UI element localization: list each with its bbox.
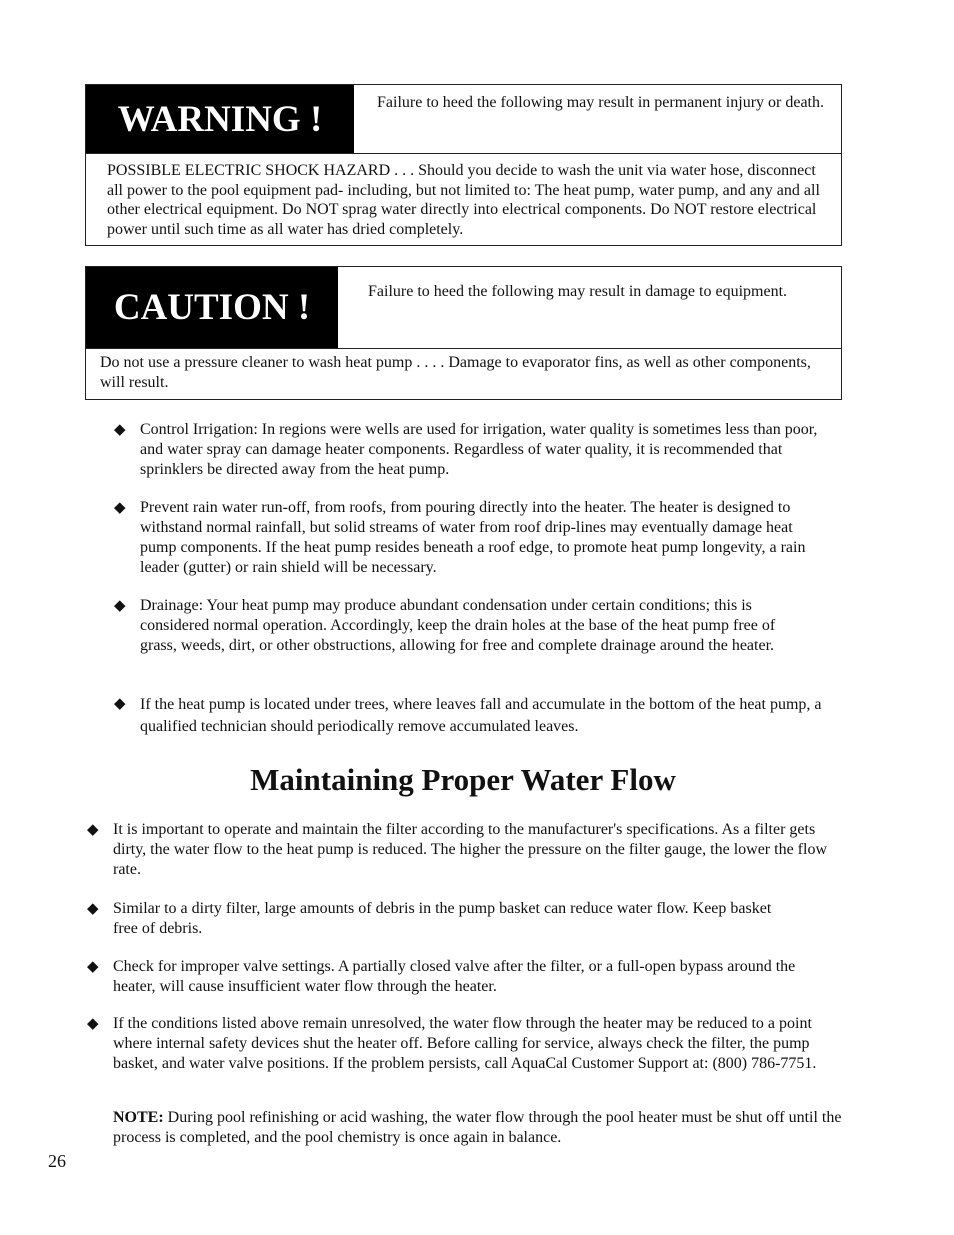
diamond-bullet-icon: ◆ bbox=[87, 959, 99, 975]
warning-body: POSSIBLE ELECTRIC SHOCK HAZARD . . . Should you decide to wash the unit via water hose, disconnect all power to the pool equipment pad- including, but not limited to: The heat pump, water pump, and any and all other electrical equipment. Do NOT sprag water directly into electrical components. Do NOT restore electrical power until such time as all water has dried completely. bbox=[107, 162, 820, 238]
note-text: During pool refinishing or acid washing, the water flow through the pool heater must be shut off until the process is completed, and the pool chemistry is once again in balance. bbox=[113, 1109, 842, 1146]
list-item-text: If the heat pump is located under trees, where leaves fall and accumulate in the bottom of the heat pump, a qualified technician should periodically remove accumulated leaves. bbox=[140, 696, 822, 735]
diamond-bullet-icon: ◆ bbox=[114, 598, 126, 614]
section-title: Maintaining Proper Water Flow bbox=[250, 762, 676, 797]
diamond-bullet-icon: ◆ bbox=[114, 422, 126, 438]
list-item-text: It is important to operate and maintain the filter according to the manufacturer's specifications. As a filter gets dirty, the water flow to the heat pump is reduced. The higher the pressure on the filter gauge, the lower the flow rate. bbox=[113, 821, 827, 878]
note-paragraph bbox=[113, 1108, 843, 1148]
page-number: 26 bbox=[48, 1151, 66, 1171]
caution-body: Do not use a pressure cleaner to wash heat pump . . . . Damage to evaporator fins, as well as other components, will result. bbox=[100, 354, 811, 391]
warning-label: WARNING ! bbox=[86, 85, 354, 153]
list-item-text: Similar to a dirty filter, large amounts of debris in the pump basket can reduce water flow. Keep basket free of debris. bbox=[113, 900, 772, 937]
note-label: NOTE: bbox=[113, 1109, 164, 1126]
diamond-bullet-icon: ◆ bbox=[114, 696, 126, 712]
warning-message: Failure to heed the following may result in permanent injury or death. bbox=[377, 94, 824, 111]
diamond-bullet-icon: ◆ bbox=[114, 500, 126, 516]
list-item-text: Check for improper valve settings. A partially closed valve after the filter, or a full-open bypass around the heater, will cause insufficient water flow through the heater. bbox=[113, 958, 796, 995]
caution-message: Failure to heed the following may result in damage to equipment. bbox=[368, 283, 788, 300]
caution-label: CAUTION ! bbox=[86, 267, 338, 348]
list-item-text: If the conditions listed above remain unresolved, the water flow through the heater may be reduced to a point where internal safety devices shut the heater off. Before calling for service, always check the filter, the pump basket, and water valve positions. If the problem persists, call AquaCal Customer Support at: (800) 786-7751. bbox=[113, 1015, 817, 1072]
diamond-bullet-icon: ◆ bbox=[87, 822, 99, 838]
list-item-text: Drainage: Your heat pump may produce abundant condensation under certain conditions; this is considered normal operation. Accordingly, keep the drain holes at the base of the heat pump free of grass, weeds, dirt, or other obstructions, allowing for free and complete drainage around the heater. bbox=[140, 597, 776, 654]
caution-box bbox=[85, 266, 842, 400]
diamond-bullet-icon: ◆ bbox=[87, 901, 99, 917]
list-item-text: Control Irrigation: In regions were wells are used for irrigation, water quality is sometimes less than poor, and water spray can damage heater components. Regardless of water quality, it is recommended that sprinklers be directed away from the heat pump. bbox=[140, 421, 818, 478]
warning-box bbox=[85, 84, 842, 246]
list-item-text: Prevent rain water run-off, from roofs, from pouring directly into the heater. The heater is designed to withstand normal rainfall, but solid streams of water from roof drip-lines may eventually damage heat pump components. If the heat pump resides beneath a roof edge, to promote heat pump longevity, a rain leader (gutter) or rain shield will be necessary. bbox=[140, 499, 806, 576]
diamond-bullet-icon: ◆ bbox=[87, 1016, 99, 1032]
